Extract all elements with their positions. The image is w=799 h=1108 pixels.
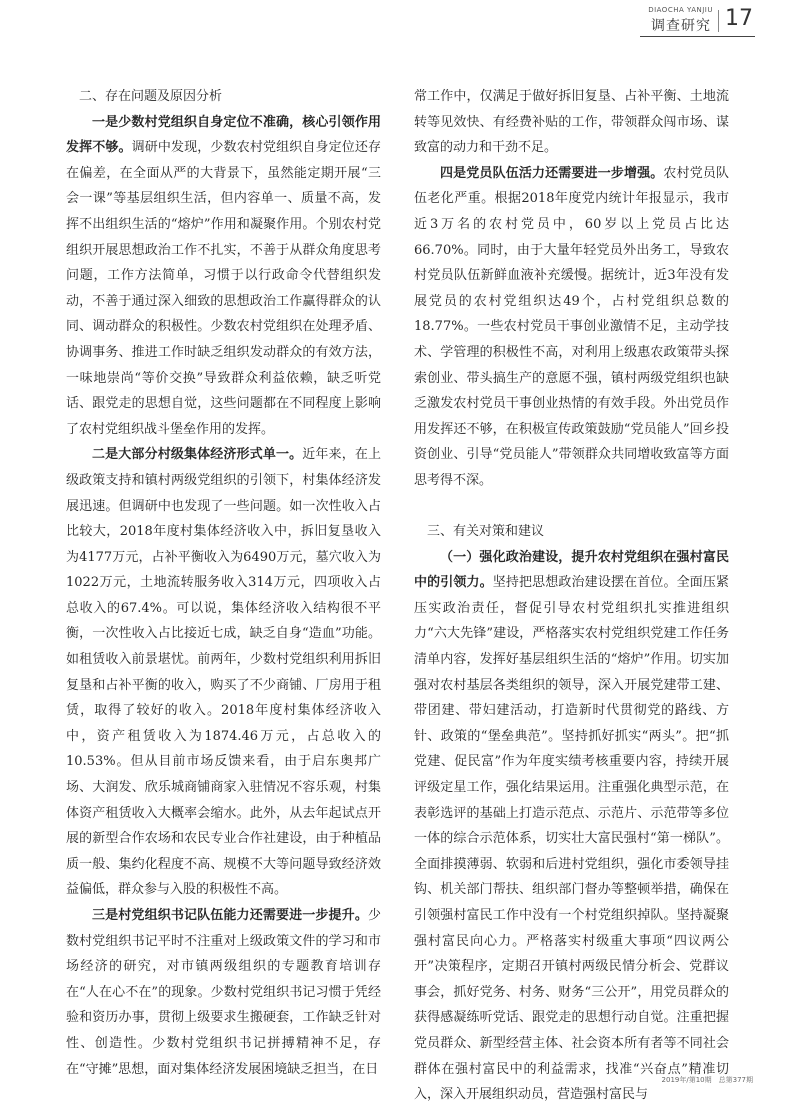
paragraph-problem-3-continued: 常工作中，仅满足于做好拆旧复垦、占补平衡、土地流转等见效快、有经费补贴的工作，带领群众闯市场、谋致富的动力和干劲不足。 [414, 89, 729, 156]
paragraph-suggestion-1 [414, 545, 729, 1108]
paragraph-body: 少数村党组织书记平时不注重对上级政策文件的学习和市场经济的研究，对市镇两级组织的专题教育培训存在“人在心不在”的现象。少数村党组织书记习惯于凭经验和资历办事，贯彻上级要求生搬硬套，工作缺乏针对性、创造性。少数村党组织书记拼搏精神不足，存在“守摊”思想，面对集体经济发展困境缺乏担当，在日 [66, 908, 381, 1077]
paragraph-lead: （一）强化政治建设，提升农村党组织在强村富民中的引领力。 [414, 549, 729, 591]
page-number: 17 [725, 6, 753, 31]
issue-footer: 2019年/第10期 总第377期 [661, 1076, 753, 1084]
paragraph-body: 坚持把思想政治建设摆在首位。全面压紧压实政治责任，督促引导农村党组织扎实推进组织力“六大先锋”建设，严格落实农村党组织党建工作任务清单内容，发挥好基层组织生活的“熔炉”作用。切实加强对农村基层各类组织的领导，深入开展党建带工建、带团建、带妇建活动，打造新时代贯彻党的路线、方针、政策的“堡垒典范”。坚持抓好抓实“两头”。把“抓党建、促民富”作为年度实绩考核重要内容，持续开展评级定星工作，强化结果运用。注重强化典型示范，在表彰选评的基础上打造示范点、示范片、示范带等多位一体的综合示范体系，切实壮大富民强村“第一梯队”。全面排摸薄弱、软弱和后进村党组织，强化市委领导挂钩、机关部门帮扶、组织部门督办等整顿举措，确保在引领强村富民工作中没有一个村党组织掉队。坚持凝聚强村富民向心力。严格落实村级重大事项“四议两公开”决策程序，定期召开镇村两级民情分析会、党群议事会，抓好党务、村务、财务“三公开”，用党员群众的获得感凝练听党话、跟党走的思想行动自觉。注重把握党员群众、新型经营主体、社会资本所有者等不同社会群体在强村富民中的利益需求，找准“兴奋点”精准切入，深入开展组织动员，营造强村富民与 [414, 575, 729, 1103]
paragraph-body: 调研中发现，少数农村党组织自身定位还存在偏差，在全面从严的大背景下，虽然能定期开展“三会一课”等基层组织生活，但内容单一、质量不高，发挥不出组织生活的“熔炉”作用和凝聚作用。个别农村党组织开展思想政治工作不扎实，不善于从群众角度思考问题，工作方法简单，习惯于以行政命令代替组织发动，不善于通过深入细致的思想政治工作赢得群众的认同、调动群众的积极性。少数农村党组织在处理矛盾、协调事务、推进工作时缺乏组织发动群众的有效方法，一味地崇尚“等价交换”导致群众利益依赖，缺乏听党话、跟党走的思想自觉，这些问题都在不同程度上影响了农村党组织战斗堡垒作用的发挥。 [66, 140, 381, 437]
header-divider [718, 10, 719, 32]
section-heading-suggestions: 三、有关对策和建议 [427, 524, 545, 540]
magazine-name-en: DIAOCHA YANJIU [648, 6, 713, 14]
paragraph-lead: 二是大部分村级集体经济形式单一。 [92, 447, 303, 463]
page-header [0, 0, 799, 40]
paragraph-problem-1 [66, 110, 381, 443]
paragraph-problem-2 [66, 442, 381, 903]
section-heading-problems: 二、存在问题及原因分析 [79, 89, 223, 104]
paragraph-lead: 四是党员队伍活力还需要进一步增强。 [440, 165, 664, 181]
right-column [414, 84, 729, 1108]
paragraph-problem-4 [414, 161, 729, 494]
paragraph-lead: 一是少数村党组织自身定位不准确，核心引领作用发挥不够。 [66, 114, 381, 156]
paragraph-lead: 三是村党组织书记队伍能力还需要进一步提升。 [92, 908, 368, 923]
paragraph-body: 农村党员队伍老化严重。根据2018年度党内统计年报显示，我市近3万名的农村党员中，60岁以上党员占比达66.70%。同时，由于大量年轻党员外出务工，导致农村党员队伍新鲜血液补充缓慢。据统计，近3年没有发展党员的农村党组织达49个，占村党组织总数的18.77%。一些农村党员干事创业激情不足，主动学技术、学管理的积极性不高，对利用上级惠农政策带头探索创业、带头搞生产的意愿不强，镇村两级党组织也缺乏激发农村党员干事创业热情的有效手段。外出党员作用发挥还不够，在积极宣传政策鼓励“党员能人”回乡投资创业、引导“党员能人”带领群众共同增收致富等方面思考得不深。 [414, 165, 729, 488]
paragraph-problem-3 [66, 903, 381, 1082]
header-rule [640, 36, 755, 37]
paragraph-body: 近年来，在上级政策支持和镇村两级党组织的引领下，村集体经济发展迅速。但调研中也发现了一些问题。如一次性收入占比较大，2018年度村集体经济收入中，拆旧复垦收入为4177万元，占补平衡收入为6490万元，墓穴收入为1022万元，土地流转服务收入314万元，四项收入占总收入的67.4%。可以说，集体经济收入结构很不平衡，一次性收入占比接近七成，缺乏自身“造血”功能。如租赁收入前景堪忧。前两年，少数村党组织利用拆旧复垦和占补平衡的收入，购买了不少商铺、厂房用于租赁，取得了较好的收入。2018年度村集体经济收入中，资产租赁收入为1874.46万元，占总收入的10.53%。但从目前市场反馈来看，由于启东奥邦广场、大润发、欣乐城商铺商家入驻情况不容乐观，村集体资产租赁收入大概率会缩水。此外，从去年起试点开展的新型合作农场和农民专业合作社建设，由于种植品质一般、集约化程度不高、规模不大等问题导致经济效益偏低，群众参与入股的积极性不高。 [66, 447, 381, 898]
left-column [66, 84, 381, 1082]
section-title: 调查研究 [651, 18, 711, 34]
